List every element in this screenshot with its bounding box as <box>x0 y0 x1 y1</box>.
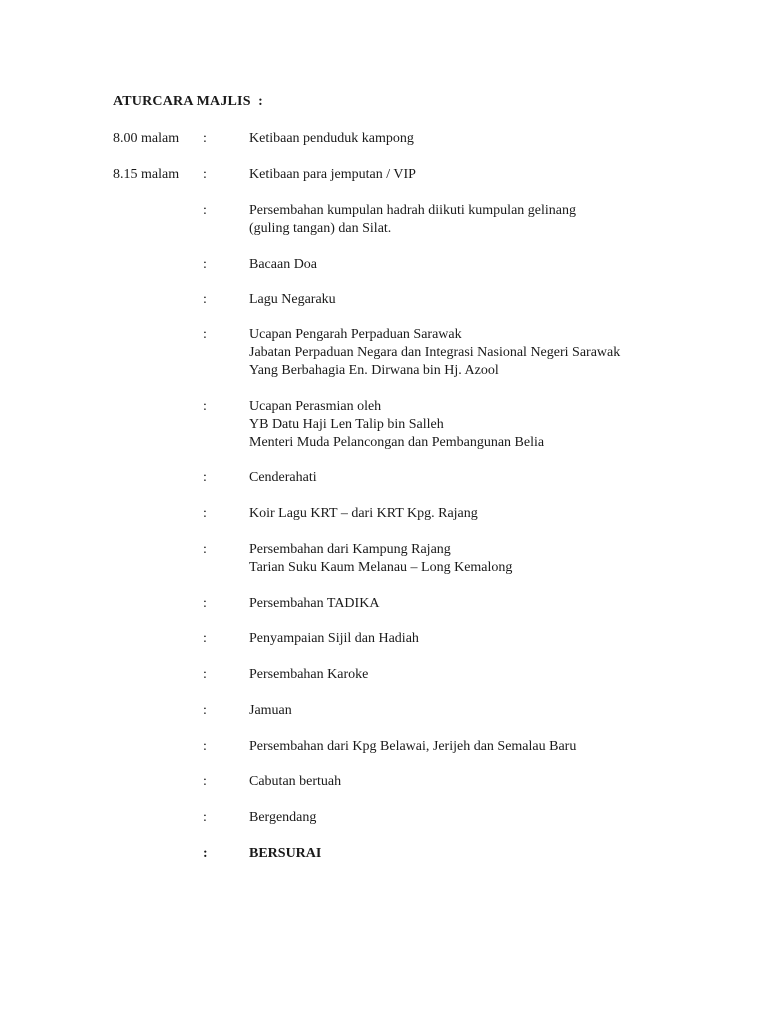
program-description-line: Jabatan Perpaduan Negara dan Integrasi Nasional Negeri Sarawak <box>249 345 621 360</box>
program-colon: : <box>203 327 207 342</box>
program-colon: : <box>203 292 207 307</box>
program-description <box>249 630 749 648</box>
program-description-line: YB Datu Haji Len Talip bin Salleh <box>249 417 444 432</box>
program-description <box>249 398 749 452</box>
program-description <box>249 291 749 309</box>
program-description <box>249 541 749 577</box>
program-colon: : <box>203 203 207 218</box>
program-description-line: Tarian Suku Kaum Melanau – Long Kemalong <box>249 560 513 575</box>
program-description <box>249 809 749 827</box>
program-description-line: Persembahan Karoke <box>249 667 369 682</box>
program-description-line: Persembahan TADIKA <box>249 596 380 611</box>
program-description-line: Jamuan <box>249 703 292 718</box>
program-description-line: Ketibaan penduduk kampong <box>249 131 414 146</box>
program-description <box>249 505 749 523</box>
program-colon: : <box>203 703 207 718</box>
program-description-line: Cenderahati <box>249 470 317 485</box>
program-colon: : <box>203 631 207 646</box>
program-description-line: Koir Lagu KRT – dari KRT Kpg. Rajang <box>249 506 478 521</box>
program-description <box>249 130 749 148</box>
program-colon: : <box>203 846 208 861</box>
page-title: ATURCARA MAJLIS : <box>113 94 263 109</box>
program-description-line: Yang Berbahagia En. Dirwana bin Hj. Azool <box>249 363 499 378</box>
program-description <box>249 202 749 238</box>
program-description <box>249 595 749 613</box>
program-description-line: (guling tangan) dan Silat. <box>249 221 392 236</box>
program-description-line: Bacaan Doa <box>249 257 318 272</box>
program-description <box>249 166 749 184</box>
program-colon: : <box>203 810 207 825</box>
program-description-line: Persembahan dari Kampung Rajang <box>249 542 451 557</box>
program-description-line: Ucapan Pengarah Perpaduan Sarawak <box>249 327 462 342</box>
program-time: 8.00 malam <box>113 131 180 146</box>
program-description <box>249 666 749 684</box>
program-colon: : <box>203 257 207 272</box>
program-description-line: Persembahan kumpulan hadrah diikuti kumpulan gelinang <box>249 203 576 218</box>
program-description <box>249 738 749 756</box>
program-colon: : <box>203 399 207 414</box>
program-description <box>249 469 749 487</box>
program-description-line: Menteri Muda Pelancongan dan Pembangunan Belia <box>249 435 545 450</box>
program-description-line: Persembahan dari Kpg Belawai, Jerijeh dan Semalau Baru <box>249 739 577 754</box>
program-description-line: Ucapan Perasmian oleh <box>249 399 382 414</box>
program-description-line: Ketibaan para jemputan / VIP <box>249 167 416 182</box>
program-colon: : <box>203 506 207 521</box>
program-description-line: Penyampaian Sijil dan Hadiah <box>249 631 419 646</box>
program-colon: : <box>203 667 207 682</box>
program-description <box>249 256 749 274</box>
program-colon: : <box>203 596 207 611</box>
program-description <box>249 845 749 863</box>
program-colon: : <box>203 167 207 182</box>
program-colon: : <box>203 470 207 485</box>
program-colon: : <box>203 542 207 557</box>
program-description-line: Lagu Negaraku <box>249 292 336 307</box>
program-colon: : <box>203 774 207 789</box>
program-description-line: BERSURAI <box>249 846 322 861</box>
program-description <box>249 773 749 791</box>
program-description <box>249 326 749 380</box>
program-description-line: Bergendang <box>249 810 317 825</box>
program-time: 8.15 malam <box>113 167 180 182</box>
program-colon: : <box>203 131 207 146</box>
program-colon: : <box>203 739 207 754</box>
program-description <box>249 702 749 720</box>
program-description-line: Cabutan bertuah <box>249 774 342 789</box>
